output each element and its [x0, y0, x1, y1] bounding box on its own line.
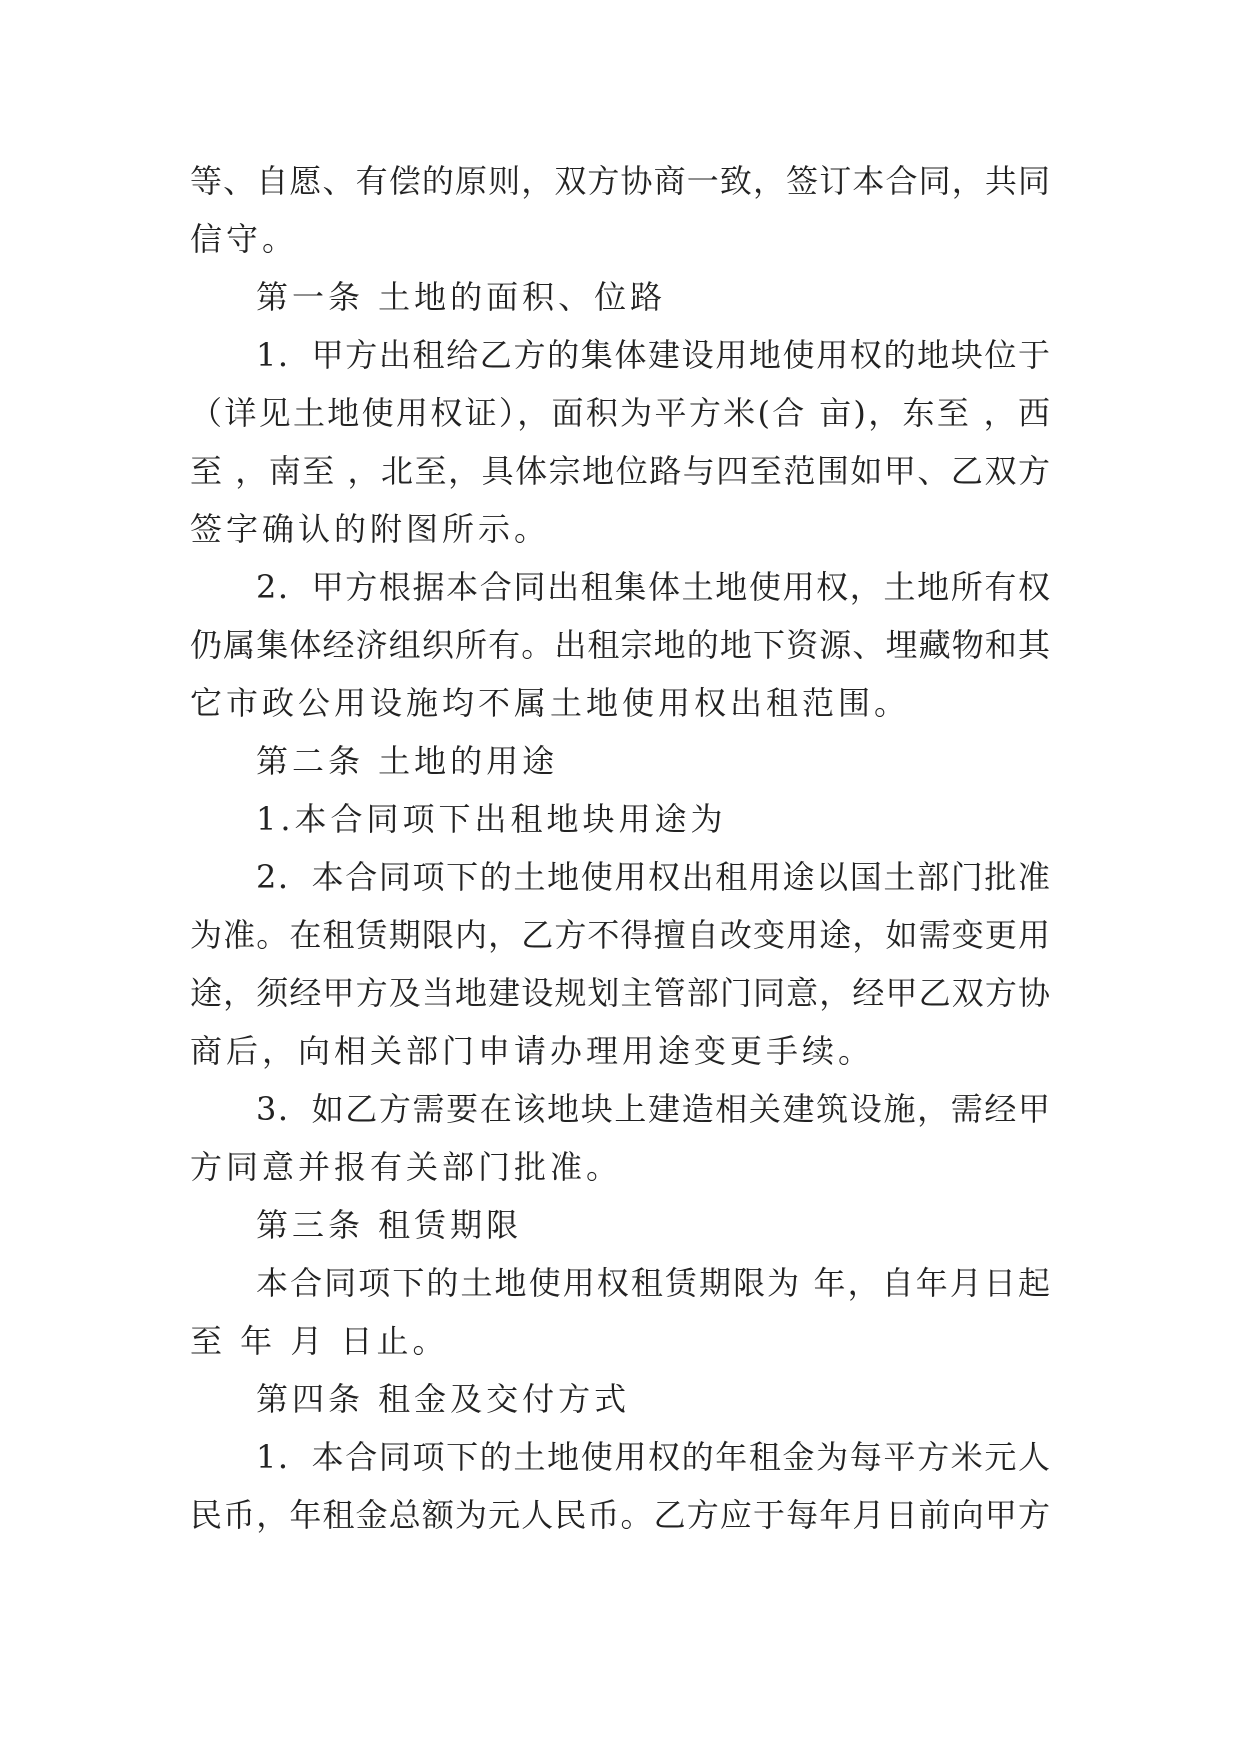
- text-line: 方同意并报有关部门批准。: [190, 1148, 623, 1186]
- text-line: 至 ，南至 ，北至，具体宗地位路与四至范围如甲、乙双方: [190, 452, 1050, 490]
- text-line: 2．甲方根据本合同出租集体土地使用权，土地所有权: [256, 568, 1050, 606]
- text-line: 商后，向相关部门申请办理用途变更手续。: [190, 1032, 875, 1070]
- article-heading: 第一条 土地的面积、位路: [256, 278, 667, 316]
- text-line: 签字确认的附图所示。: [190, 510, 551, 548]
- text-line: （详见土地使用权证），面积为平方米(合 亩)，东至 ，西: [190, 394, 1050, 432]
- text-line: 至 年 月 日止。: [190, 1322, 449, 1360]
- article-heading: 第三条 租赁期限: [256, 1206, 523, 1244]
- article-heading: 第二条 土地的用途: [256, 742, 559, 780]
- text-line: 3．如乙方需要在该地块上建造相关建筑设施，需经甲: [256, 1090, 1050, 1128]
- contract-body: [190, 152, 1050, 1544]
- text-line: 信守。: [190, 220, 299, 258]
- text-line: 等、自愿、有偿的原则，双方协商一致，签订本合同，共同: [190, 162, 1050, 200]
- text-line: 2．本合同项下的土地使用权出租用途以国土部门批准: [256, 858, 1050, 896]
- text-line: 1.本合同项下出租地块用途为: [256, 800, 727, 838]
- text-line: 本合同项下的土地使用权租赁期限为 年，自年月日起: [256, 1264, 1050, 1302]
- text-line: 途，须经甲方及当地建设规划主管部门同意，经甲乙双方协: [190, 974, 1050, 1012]
- text-line: 1．甲方出租给乙方的集体建设用地使用权的地块位于: [256, 336, 1050, 374]
- text-line: 1．本合同项下的土地使用权的年租金为每平方米元人: [256, 1438, 1050, 1476]
- article-heading: 第四条 租金及交付方式: [256, 1380, 631, 1418]
- text-line: 为准。在租赁期限内，乙方不得擅自改变用途，如需变更用: [190, 916, 1050, 954]
- text-line: 仍属集体经济组织所有。出租宗地的地下资源、埋藏物和其: [190, 626, 1050, 664]
- text-line: 它市政公用设施均不属土地使用权出租范围。: [190, 684, 911, 722]
- text-line: 民币，年租金总额为元人民币。乙方应于每年月日前向甲方: [190, 1496, 1050, 1534]
